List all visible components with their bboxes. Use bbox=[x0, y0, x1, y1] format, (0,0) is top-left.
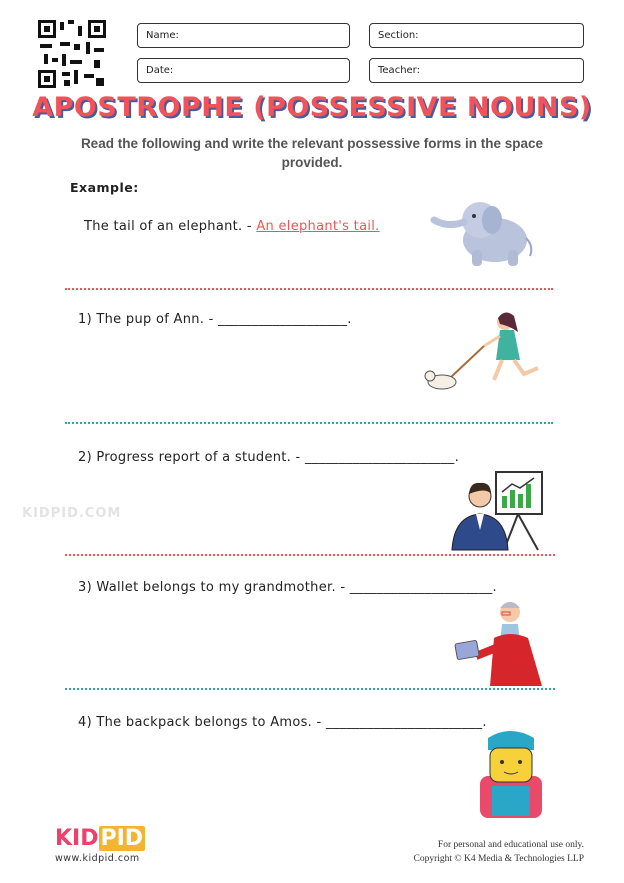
watermark: KIDPID.COM bbox=[22, 506, 122, 521]
student-progress-report-icon bbox=[448, 470, 546, 552]
instructions: Read the following and write the relevant possessive forms in the space provided. bbox=[80, 136, 544, 170]
divider bbox=[65, 288, 553, 290]
girl-walking-dog-icon bbox=[420, 308, 545, 396]
logo-pid: PID bbox=[100, 826, 144, 851]
footer-notice bbox=[414, 838, 585, 866]
grandmother-wallet-icon bbox=[452, 598, 544, 688]
worksheet-title: APOSTROPHE (POSSESSIVE NOUNS) bbox=[32, 92, 592, 123]
name-field[interactable] bbox=[137, 23, 350, 48]
name-label: Name: bbox=[146, 30, 179, 41]
usage-notice: For personal and educational use only. bbox=[437, 840, 584, 850]
copyright: Copyright © K4 Media & Technologies LLP bbox=[413, 854, 584, 864]
logo-kid: KID bbox=[55, 826, 99, 851]
website-link[interactable]: www.kidpid.com bbox=[55, 853, 140, 864]
date-label: Date: bbox=[146, 65, 174, 76]
divider bbox=[65, 688, 555, 690]
section-field[interactable] bbox=[369, 23, 584, 48]
elephant-icon bbox=[430, 198, 538, 268]
divider bbox=[65, 554, 555, 556]
section-label: Section: bbox=[378, 30, 419, 41]
boy-backpack-icon bbox=[478, 730, 544, 820]
question-1: 1) The pup of Ann. - ___________________. bbox=[78, 312, 352, 327]
example-answer: An elephant's tail. bbox=[256, 219, 380, 234]
question-3: 3) Wallet belongs to my grandmother. - _____________________. bbox=[78, 580, 497, 595]
example-prompt: The tail of an elephant. - bbox=[84, 219, 257, 234]
teacher-label: Teacher: bbox=[378, 65, 420, 76]
date-field[interactable] bbox=[137, 58, 350, 83]
question-4: 4) The backpack belongs to Amos. - _______________________. bbox=[78, 715, 487, 730]
kidpid-logo bbox=[55, 826, 145, 851]
question-2: 2) Progress report of a student. - ______________________. bbox=[78, 450, 459, 465]
divider bbox=[65, 422, 553, 424]
qr-code-icon bbox=[38, 20, 106, 88]
teacher-field[interactable] bbox=[369, 58, 584, 83]
example-sentence bbox=[84, 219, 380, 234]
example-label: Example: bbox=[70, 180, 139, 195]
